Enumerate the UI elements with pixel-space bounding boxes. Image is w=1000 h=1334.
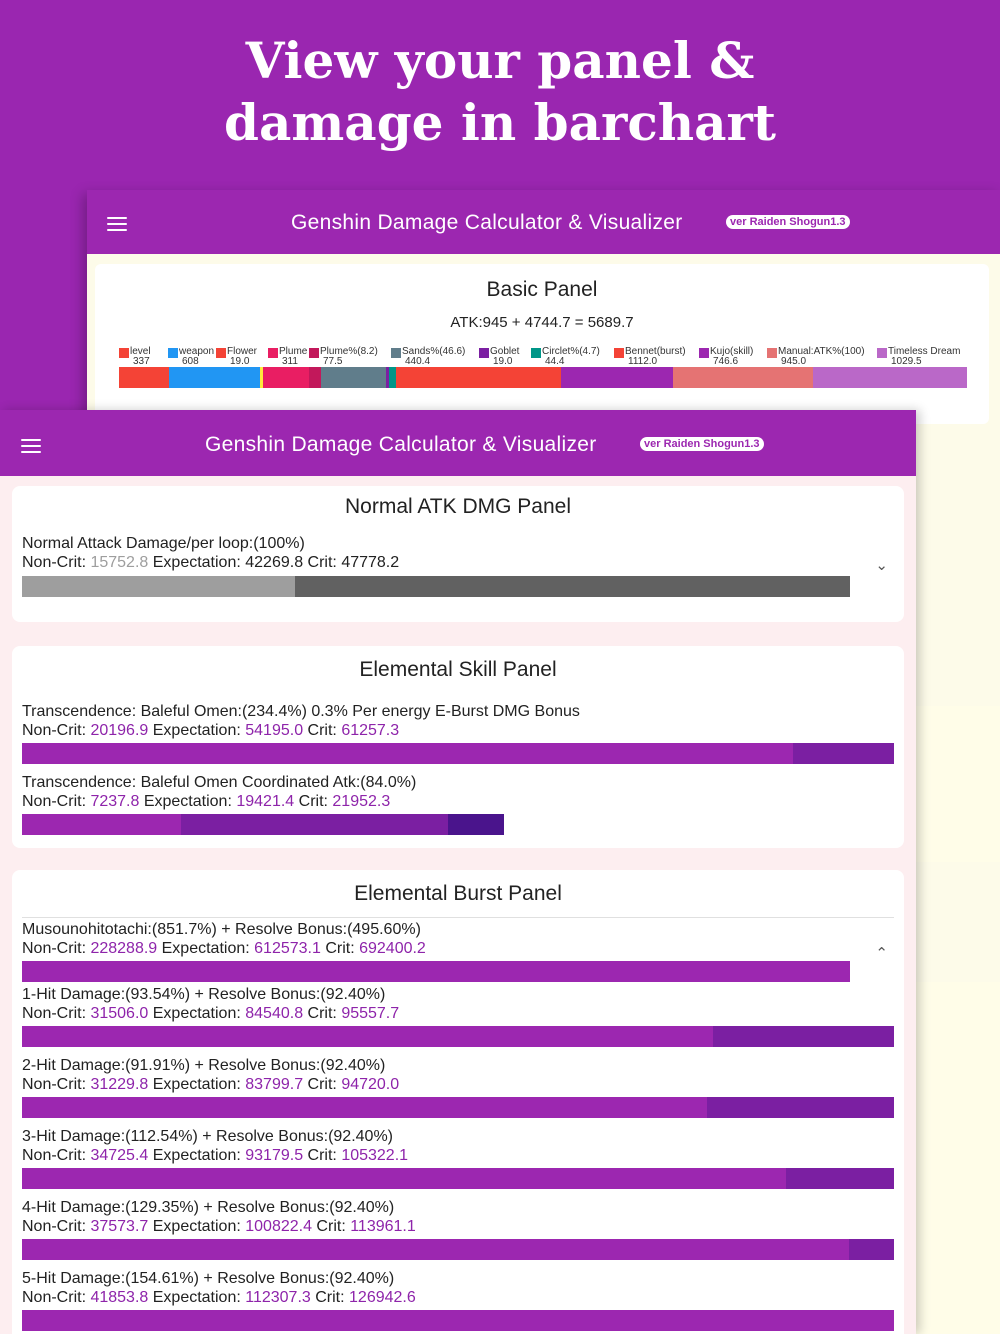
noncrit-value: 31229.8 [90,1076,149,1093]
legend-value: 19.0 [230,356,250,364]
burst-row-bar [22,1026,894,1047]
legend-value: 746.6 [713,356,739,364]
legend-label: Plume [279,346,308,357]
skill-row-name: Transcendence: Baleful Omen:(234.4%) 0.3% Per energy E-Burst DMG Bonus [22,703,580,720]
burst-row-bar-segment [22,961,850,982]
legend-label: Circlet%(4.7) [542,346,600,357]
normal-atk-card [12,486,904,622]
expectation-value: 112307.3 [245,1289,311,1306]
burst-row-bar [22,961,850,982]
crit-value: 113961.1 [350,1218,416,1235]
skill-row-bar-segment [448,814,504,835]
basic-panel-card [95,264,989,424]
legend-label: weapon [179,346,215,357]
legend-label: Manual:ATK%(100) [778,346,865,357]
normal-attack-bar [22,576,850,597]
burst-row-bar [22,1168,894,1189]
noncrit-value: 31506.0 [90,1005,149,1022]
crit-value: 21952.3 [332,793,391,810]
stack-segment [396,367,562,388]
version-badge: ver Raiden Shogun1.3 [726,215,850,229]
elemental-burst-card [12,870,904,1334]
noncrit-value: 37573.7 [90,1218,149,1235]
elemental-burst-title: Elemental Burst Panel [354,882,562,905]
basic-panel-title: Basic Panel [486,278,598,301]
legend-value: 1029.5 [891,356,922,364]
burst-row-name: 5-Hit Damage:(154.61%) + Resolve Bonus:(92.40%) [22,1270,395,1287]
promo-headline [0,30,1000,154]
burst-row-bar-segment [713,1026,894,1047]
legend-value: 311 [282,356,298,364]
burst-row-values: Non-Crit: 37573.7 Expectation: 100822.4 Crit: 113961.1 [22,1218,416,1235]
skill-row-bar-segment [22,743,793,764]
divider [22,917,894,918]
burst-row-bar [22,1097,894,1118]
noncrit-segment [22,576,295,597]
stack-segment [321,367,387,388]
legend-label: Flower [227,346,258,357]
normal-atk-title: Normal ATK DMG Panel [344,495,571,518]
burst-row-values: Non-Crit: 41853.8 Expectation: 112307.3 Crit: 126942.6 [22,1289,416,1306]
skill-row-bar-segment [793,743,894,764]
stack-segment [309,367,321,388]
burst-row-bar-segment [22,1310,894,1331]
legend-value: 44.4 [545,356,565,364]
crit-value: 95557.7 [341,1005,400,1022]
legend-label: Plume%(8.2) [320,346,378,357]
expectation-value: 19421.4 [236,793,295,810]
chevron-down-icon[interactable]: ⌄ [875,557,888,574]
noncrit-value: 7237.8 [90,793,140,810]
crit-value: 692400.2 [359,940,426,957]
legend-swatch [268,348,278,358]
stack-segment [119,367,169,388]
legend-swatch [119,348,129,358]
burst-row-values: Non-Crit: 31229.8 Expectation: 83799.7 Crit: 94720.0 [22,1076,400,1093]
legend-swatch [699,348,709,358]
app-bar [87,190,1000,254]
burst-row-name: Musounohitotachi:(851.7%) + Resolve Bonus:(495.60%) [22,921,421,938]
skill-row-bar-segment [22,814,181,835]
crit-segment [295,576,850,597]
basic-legend [119,346,967,364]
noncrit-value: 228288.9 [90,940,158,957]
legend-swatch [309,348,319,358]
burst-row-name: 3-Hit Damage:(112.54%) + Resolve Bonus:(92.40%) [22,1128,393,1145]
crit-value: 61257.3 [341,722,400,739]
stack-segment [813,367,966,388]
skill-row-values: Non-Crit: 20196.9 Expectation: 54195.0 Crit: 61257.3 [22,722,400,739]
burst-row-bar-segment [22,1097,707,1118]
skill-row-bar [22,814,504,835]
elemental-skill-card [12,646,904,848]
burst-row-bar-segment [22,1168,786,1189]
legend-swatch [391,348,401,358]
expectation-value: 612573.1 [254,940,321,957]
menu-icon[interactable] [21,439,41,453]
skill-row-bar [22,743,894,764]
legend-swatch [479,348,489,358]
expectation-value: 42269.8 [245,554,304,571]
atk-stacked-bar [119,367,967,388]
crit-value: 47778.2 [341,554,400,571]
front-app-window [0,410,916,1334]
burst-row-bar-segment [849,1239,894,1260]
stack-segment [169,367,260,388]
legend-label: level [130,346,151,357]
version-badge: ver Raiden Shogun1.3 [640,437,764,451]
skill-row-values: Non-Crit: 7237.8 Expectation: 19421.4 Crit: 21952.3 [22,793,391,810]
noncrit-value: 20196.9 [90,722,149,739]
crit-value: 94720.0 [341,1076,400,1093]
legend-value: 19.0 [493,356,513,364]
burst-row-bar-segment [786,1168,894,1189]
burst-row-bar-segment [22,1239,849,1260]
legend-value: 945.0 [781,356,807,364]
burst-row-name: 1-Hit Damage:(93.54%) + Resolve Bonus:(92.40%) [22,986,386,1003]
atk-summary: ATK:945 + 4744.7 = 5689.7 [450,314,634,331]
legend-value: 77.5 [323,356,343,364]
legend-swatch [531,348,541,358]
burst-row-name: 4-Hit Damage:(129.35%) + Resolve Bonus:(92.40%) [22,1199,395,1216]
app-title: Genshin Damage Calculator & Visualizer [205,433,597,456]
normal-attack-name: Normal Attack Damage/per loop:(100%) [22,535,305,552]
stack-segment [673,367,814,388]
expectation-value: 93179.5 [245,1147,304,1164]
legend-value: 1112.0 [628,356,658,364]
legend-label: Bennet(burst) [625,346,686,357]
expectation-value: 83799.7 [245,1076,304,1093]
noncrit-value: 15752.8 [90,554,149,571]
burst-row-bar-segment [22,1026,713,1047]
elemental-skill-title: Elemental Skill Panel [359,658,557,681]
stack-segment [389,367,396,388]
menu-icon[interactable] [107,217,127,231]
legend-value: 337 [133,356,150,364]
legend-swatch [216,348,226,358]
burst-row-values: Non-Crit: 34725.4 Expectation: 93179.5 Crit: 105322.1 [22,1147,409,1164]
noncrit-value: 34725.4 [90,1147,149,1164]
promo-headline-line1: View your panel & [245,31,755,90]
app-bar [0,410,916,476]
legend-value: 608 [182,356,199,364]
app-title: Genshin Damage Calculator & Visualizer [291,211,683,234]
burst-row-values: Non-Crit: 31506.0 Expectation: 84540.8 Crit: 95557.7 [22,1005,400,1022]
crit-value: 105322.1 [341,1147,409,1164]
expectation-value: 54195.0 [245,722,304,739]
expectation-value: 100822.4 [245,1218,312,1235]
normal-attack-values: Non-Crit: 15752.8 Expectation: 42269.8 Crit: 47778.2 [22,554,400,571]
burst-row-bar-segment [707,1097,894,1118]
stack-segment [263,367,309,388]
legend-swatch [168,348,178,358]
legend-label: Kujo(skill) [710,346,754,357]
noncrit-value: 41853.8 [90,1289,149,1306]
legend-value: 440.4 [405,356,431,364]
legend-swatch [877,348,887,358]
legend-label: Timeless Dream [888,346,961,357]
chevron-up-icon[interactable]: ⌃ [875,945,888,962]
burst-row-bar [22,1310,894,1331]
crit-value: 126942.6 [349,1289,416,1306]
skill-row-bar-segment [181,814,449,835]
legend-label: Sands%(46.6) [402,346,466,357]
promo-headline-line2: damage in barchart [224,93,776,152]
stack-segment [561,367,672,388]
legend-swatch [614,348,624,358]
expectation-value: 84540.8 [245,1005,304,1022]
skill-row-name: Transcendence: Baleful Omen Coordinated Atk:(84.0%) [22,774,417,791]
burst-row-name: 2-Hit Damage:(91.91%) + Resolve Bonus:(92.40%) [22,1057,386,1074]
background-card-edge [914,982,1000,1334]
legend-label: Goblet [490,346,520,357]
legend-swatch [767,348,777,358]
background-card-edge [914,706,1000,862]
burst-row-values: Non-Crit: 228288.9 Expectation: 612573.1 Crit: 692400.2 [22,940,426,957]
burst-row-bar [22,1239,894,1260]
